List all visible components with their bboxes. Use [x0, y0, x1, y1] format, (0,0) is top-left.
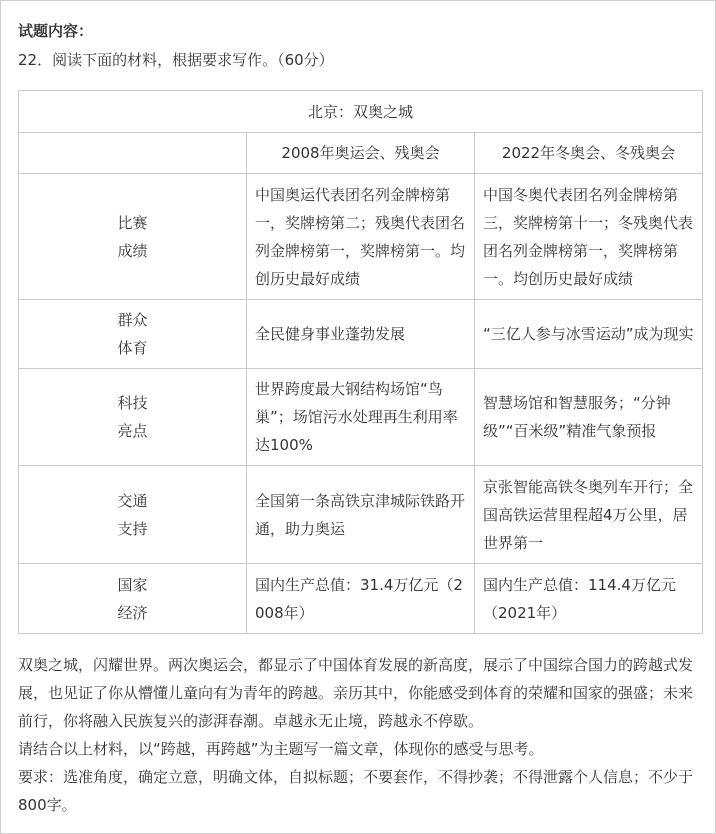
- row-label-competition: [19, 174, 247, 300]
- row-label-transport: [19, 466, 247, 564]
- table-row-technology: [19, 369, 703, 466]
- row-label-technology: [19, 369, 247, 466]
- cell-2008-transport: 全国第一条高铁京津城际铁路开通，助力奥运: [247, 466, 475, 564]
- material-table: [18, 90, 703, 634]
- row-label-line: 科技: [117, 394, 148, 412]
- row-label-line: 亮点: [117, 422, 148, 440]
- row-label-line: 支持: [117, 519, 148, 538]
- table-title: 北京：双奥之城: [19, 91, 703, 133]
- row-label-line: 成绩: [117, 241, 148, 260]
- row-label-line: 经济: [117, 603, 148, 622]
- table-row-competition: [19, 174, 703, 300]
- row-label-economy: [19, 564, 247, 634]
- essay-instructions: [18, 651, 702, 819]
- table-row-economy: [19, 564, 703, 634]
- table-title-row: [19, 91, 703, 133]
- header-2022: 2022年冬奥会、冬残奥会: [475, 133, 703, 174]
- task-paragraph: 请结合以上材料，以“跨越，再跨越”为主题写一篇文章，体现你的感受与思考。: [18, 740, 544, 758]
- cell-2008-competition: 中国奥运代表团名列金牌榜第一，奖牌榜第二；残奥代表团名列金牌榜第一，奖牌榜第一。均创历史最好成绩: [247, 174, 475, 300]
- table-header-row: [19, 133, 703, 174]
- question-prompt: 22．阅读下面的材料，根据要求写作。（60分）: [18, 51, 334, 69]
- cell-2008-technology: 世界跨度最大钢结构场馆“鸟巢”；场馆污水处理再生利用率达100%: [247, 369, 475, 466]
- table-row-mass-sports: [19, 300, 703, 369]
- table-row-transport: [19, 466, 703, 564]
- cell-2022-transport: 京张智能高铁冬奥列车开行；全国高铁运营里程超4万公里，居世界第一: [475, 466, 703, 564]
- requirements-paragraph: 要求：选准角度，确定立意，明确文体，自拟标题；不要套作，不得抄袭；不得泄露个人信息；不少于800字。: [18, 768, 694, 814]
- cell-2022-economy: 国内生产总值：114.4万亿元（2021年）: [475, 564, 703, 634]
- material-paragraph: 双奥之城，闪耀世界。两次奥运会，都显示了中国体育发展的新高度，展示了中国综合国力的跨越式发展，也见证了你从懵懂儿童向有为青年的跨越。亲历其中，你能感受到体育的荣耀和国家的强盛；未来前行，你将融入民族复兴的澎湃春潮。卓越永无止境，跨越永不停歇。: [18, 656, 694, 730]
- section-heading: 试题内容：: [18, 22, 94, 40]
- cell-2022-technology: 智慧场馆和智慧服务；“分钟级”“百米级”精准气象预报: [475, 369, 703, 466]
- header-empty-cell: [19, 133, 247, 174]
- row-label-line: 群众: [117, 311, 148, 329]
- row-label-line: 国家: [117, 575, 148, 594]
- row-label-line: 交通: [117, 491, 148, 510]
- row-label-mass-sports: [19, 300, 247, 369]
- cell-2022-mass-sports: “三亿人参与冰雪运动”成为现实: [475, 300, 703, 369]
- row-label-line: 比赛: [117, 213, 148, 232]
- row-label-line: 体育: [117, 339, 148, 357]
- cell-2008-economy: 国内生产总值：31.4万亿元（2008年）: [247, 564, 475, 634]
- header-2008: 2008年奥运会、残奥会: [247, 133, 475, 174]
- cell-2008-mass-sports: 全民健身事业蓬勃发展: [247, 300, 475, 369]
- cell-2022-competition: 中国冬奥代表团名列金牌榜第三，奖牌榜第十一；冬残奥代表团名列金牌榜第一，奖牌榜第一。均创历史最好成绩: [475, 174, 703, 300]
